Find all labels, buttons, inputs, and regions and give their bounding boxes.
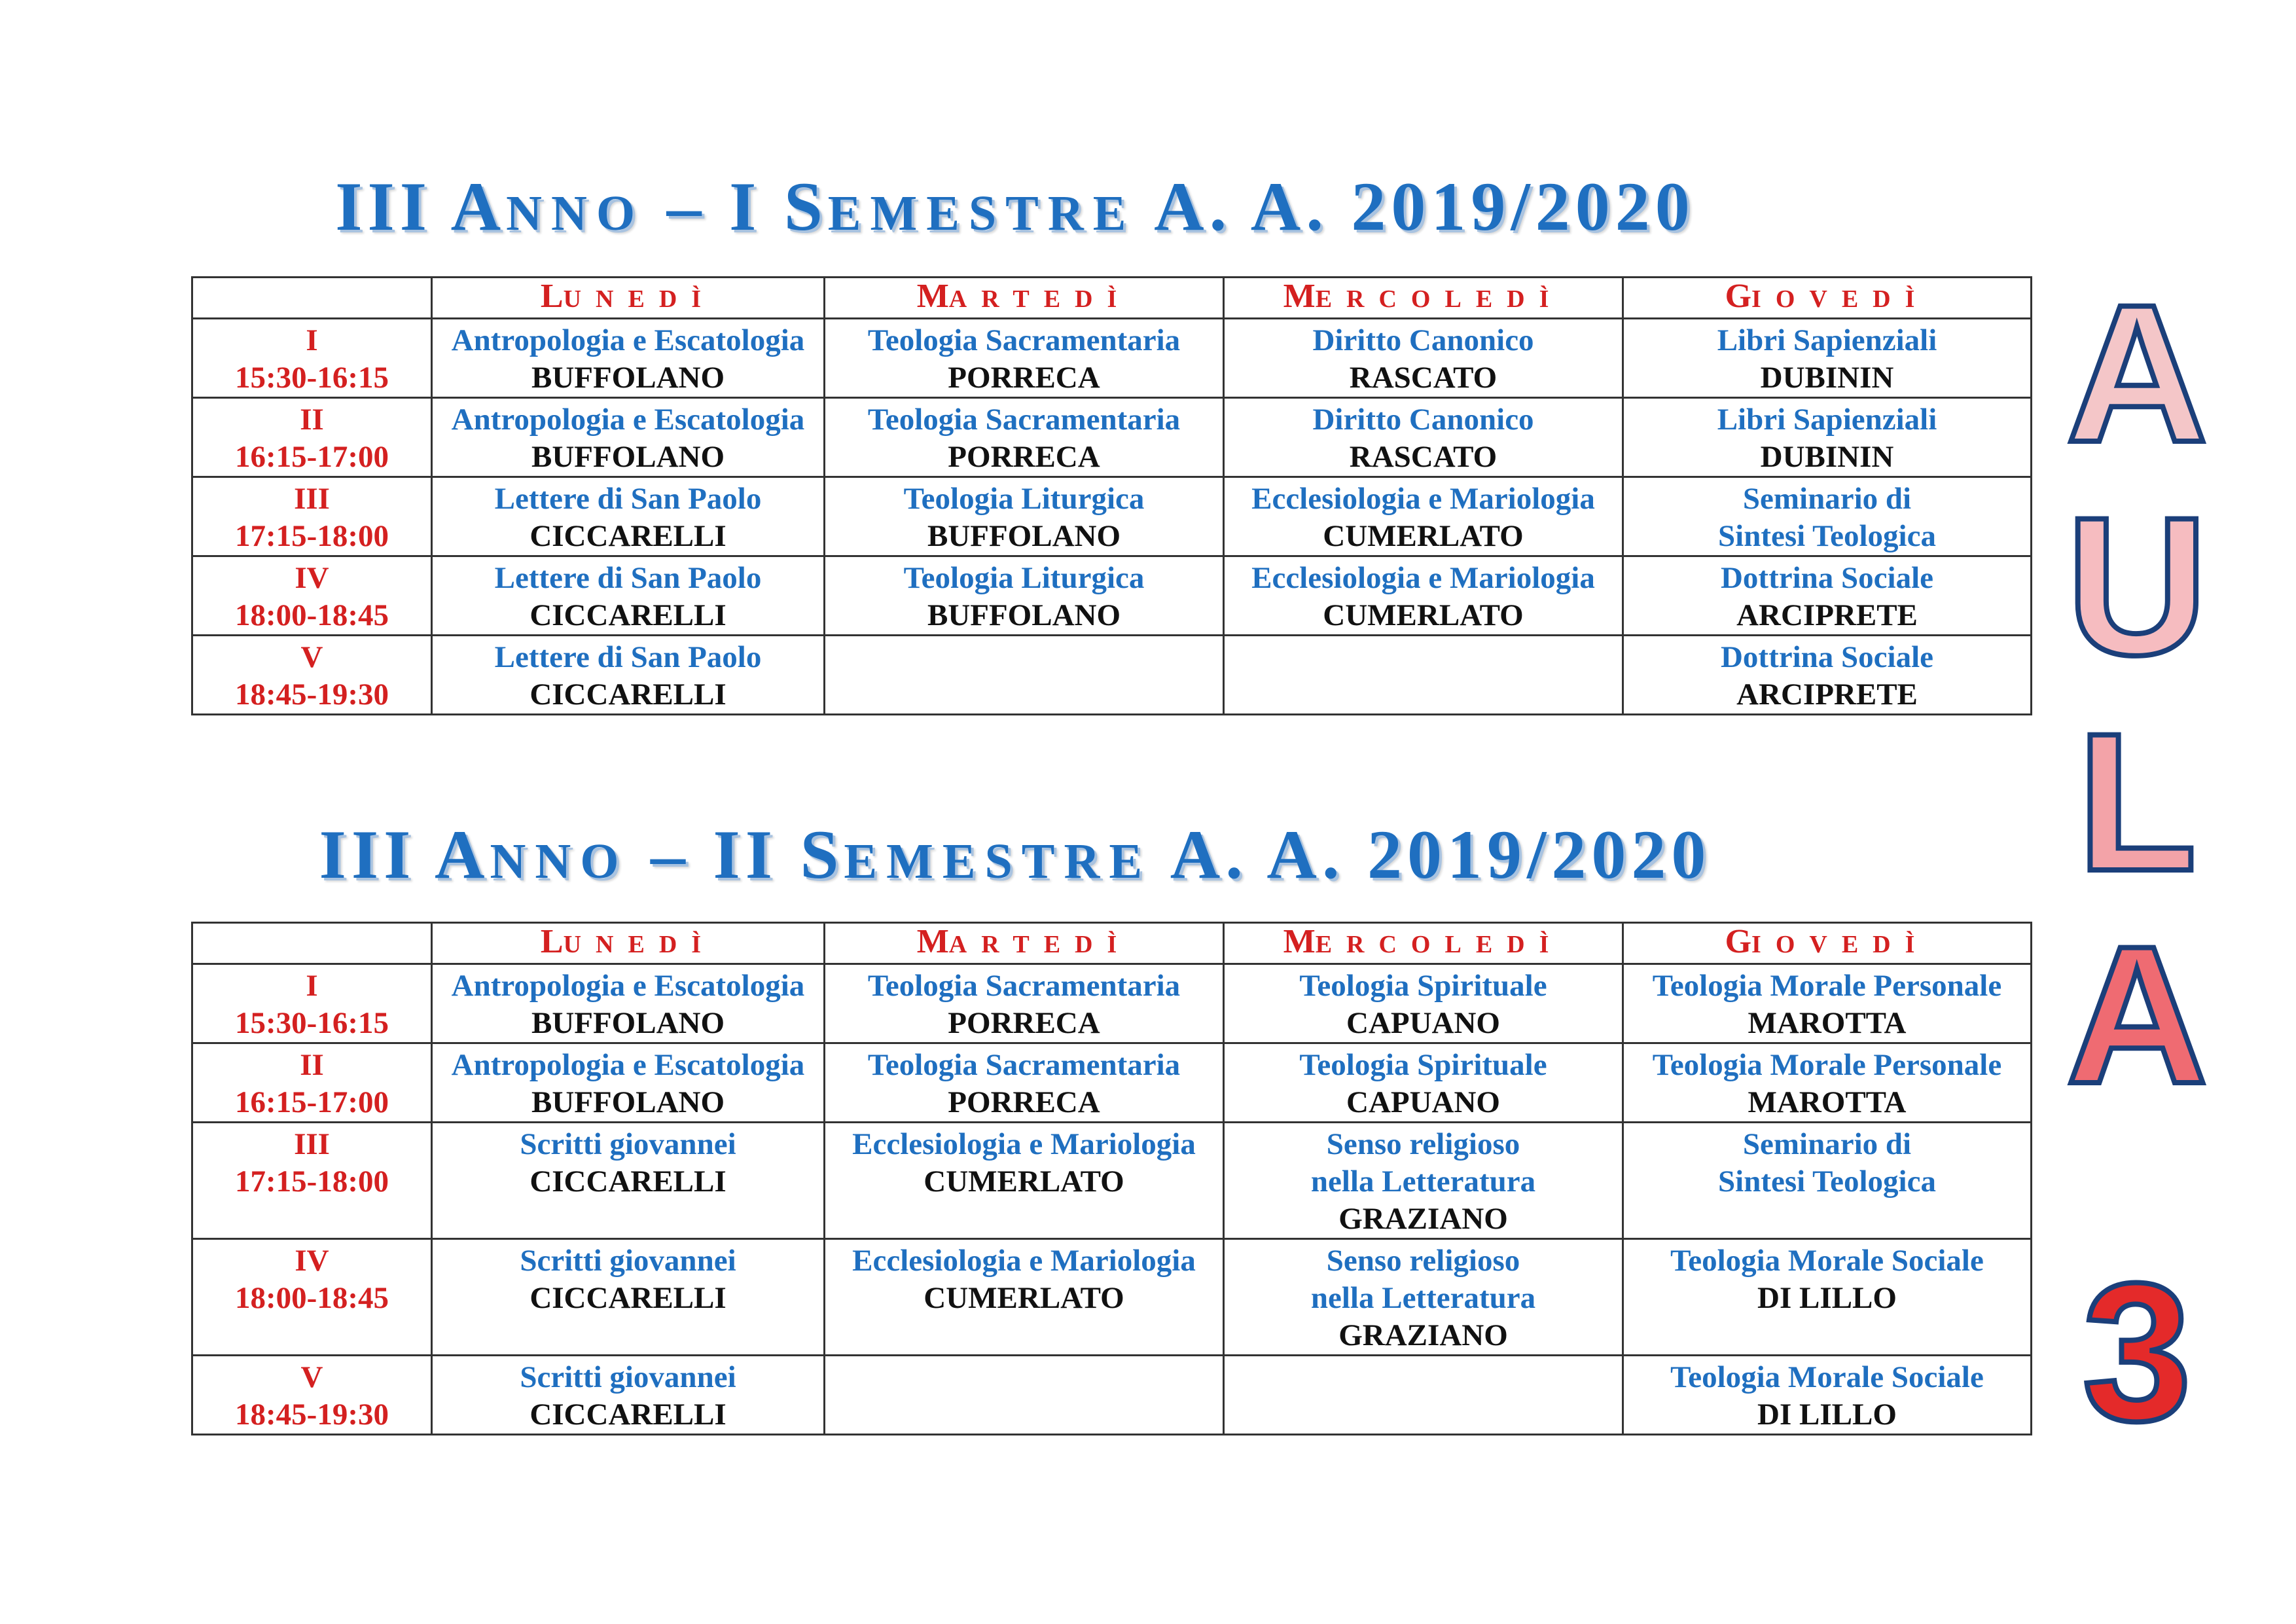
title-part: NNO — [490, 834, 628, 889]
day-rest: IOVEDÌ — [1751, 285, 1929, 313]
teacher-name: CICCARELLI — [529, 1281, 726, 1315]
subject-name: Antropologia e Escatologia — [451, 969, 805, 1003]
slot-time: 18:45-19:30 — [235, 1398, 389, 1432]
subject-name: Teologia Spirituale — [1299, 1048, 1547, 1082]
teacher-name: PORRECA — [948, 1085, 1100, 1119]
lesson-cell — [432, 1043, 825, 1123]
lesson-cell — [825, 556, 1224, 636]
day-rest: ARTEDÌ — [948, 931, 1132, 958]
lesson-cell — [825, 964, 1224, 1043]
subject-name: Scritti giovannei — [520, 1127, 736, 1161]
slot-time: 17:15-18:00 — [235, 519, 389, 553]
teacher-name: CUMERLATO — [924, 1281, 1124, 1315]
time-slot-cell — [192, 477, 432, 556]
lesson-cell — [432, 636, 825, 715]
slot-number: II — [300, 403, 324, 437]
subject-name: Seminario di — [1742, 482, 1912, 516]
slot-number: V — [300, 1360, 323, 1394]
day-header — [1623, 278, 2032, 319]
title-part: A. A. 2019/2020 — [1154, 168, 1695, 245]
subject-name: nella Letteratura — [1310, 1281, 1536, 1315]
day-initial: M — [1283, 923, 1316, 960]
teacher-name: PORRECA — [948, 1006, 1100, 1040]
slot-time: 15:30-16:15 — [235, 1006, 389, 1040]
lesson-cell — [1623, 636, 2032, 715]
slot-number: II — [300, 1048, 324, 1082]
teacher-name: DI LILLO — [1757, 1281, 1897, 1315]
title-part: EMESTRE — [844, 834, 1152, 889]
slot-time: 18:45-19:30 — [235, 677, 389, 712]
title-part: NNO — [506, 186, 645, 241]
teacher-name: MAROTTA — [1748, 1006, 1907, 1040]
lesson-cell — [825, 1123, 1224, 1239]
teacher-name: BUFFOLANO — [531, 1085, 725, 1119]
subject-name: Teologia Morale Sociale — [1670, 1360, 1984, 1394]
subject-name: Libri Sapienziali — [1717, 323, 1937, 357]
teacher-name: ARCIPRETE — [1736, 677, 1918, 712]
lesson-cell — [432, 556, 825, 636]
teacher-name: BUFFOLANO — [531, 361, 725, 395]
subject-name: nella Letteratura — [1310, 1164, 1536, 1199]
table-row — [192, 636, 2032, 715]
teacher-name: CUMERLATO — [924, 1164, 1124, 1199]
teacher-name: GRAZIANO — [1338, 1318, 1508, 1352]
subject-name: Senso religioso — [1326, 1127, 1520, 1161]
time-slot-cell — [192, 636, 432, 715]
teacher-name: PORRECA — [948, 440, 1100, 474]
subject-name: Senso religioso — [1326, 1244, 1520, 1278]
title-part: A — [450, 168, 507, 245]
lesson-cell — [825, 319, 1224, 398]
lesson-cell — [825, 477, 1224, 556]
lesson-cell — [1224, 964, 1623, 1043]
lesson-cell — [825, 398, 1224, 477]
title-part: II — [713, 816, 778, 893]
subject-name: Scritti giovannei — [520, 1360, 736, 1394]
semester-2-title — [0, 815, 2030, 895]
title-part: I — [729, 168, 762, 245]
aula-letter: U — [2066, 476, 2208, 696]
table-row — [192, 556, 2032, 636]
day-header — [432, 278, 825, 319]
day-initial: M — [1283, 278, 1316, 315]
lesson-cell — [1623, 319, 2032, 398]
slot-number: I — [306, 323, 318, 357]
lesson-cell — [432, 1239, 825, 1356]
subject-name: Sintesi Teologica — [1718, 519, 1936, 553]
lesson-cell — [432, 398, 825, 477]
title-part: – — [650, 816, 713, 893]
day-header — [825, 923, 1224, 964]
slot-number: IV — [295, 1244, 329, 1278]
lesson-cell — [1623, 964, 2032, 1043]
subject-name: Sintesi Teologica — [1718, 1164, 1936, 1199]
day-rest: UNEDÌ — [563, 931, 716, 958]
title-part: EMESTRE — [827, 186, 1136, 241]
slot-time: 16:15-17:00 — [235, 1085, 389, 1119]
subject-name: Teologia Sacramentaria — [867, 1048, 1181, 1082]
day-initial: G — [1725, 923, 1752, 960]
subject-name: Dottrina Sociale — [1720, 640, 1934, 674]
day-header — [432, 923, 825, 964]
table-row — [192, 1043, 2032, 1123]
corner-cell — [192, 278, 432, 319]
lesson-cell — [1623, 1239, 2032, 1356]
lesson-cell — [1224, 319, 1623, 398]
subject-name: Teologia Spirituale — [1299, 969, 1547, 1003]
time-slot-cell — [192, 398, 432, 477]
lesson-cell — [1224, 1239, 1623, 1356]
teacher-name: CICCARELLI — [529, 1164, 726, 1199]
semester-1-title — [0, 167, 2030, 247]
table-row — [192, 1356, 2032, 1435]
teacher-name: BUFFOLANO — [927, 519, 1121, 553]
day-initial: L — [540, 278, 564, 315]
subject-name: Antropologia e Escatologia — [451, 1048, 805, 1082]
teacher-name: RASCATO — [1349, 361, 1498, 395]
subject-name: Ecclesiologia e Mariologia — [852, 1127, 1196, 1161]
subject-name: Teologia Sacramentaria — [867, 403, 1181, 437]
corner-cell — [192, 923, 432, 964]
slot-number: III — [294, 1127, 330, 1161]
teacher-name: CICCARELLI — [529, 519, 726, 553]
day-rest: ARTEDÌ — [948, 285, 1132, 313]
lesson-cell — [825, 1356, 1224, 1435]
subject-name: Dottrina Sociale — [1720, 561, 1934, 595]
subject-name: Diritto Canonico — [1312, 403, 1534, 437]
time-slot-cell — [192, 1043, 432, 1123]
table-row — [192, 319, 2032, 398]
teacher-name: CUMERLATO — [1323, 598, 1524, 632]
lesson-cell — [1224, 398, 1623, 477]
day-initial: G — [1725, 278, 1752, 315]
subject-name: Teologia Sacramentaria — [867, 969, 1181, 1003]
aula-letter: L — [2077, 692, 2197, 912]
teacher-name: CAPUANO — [1346, 1085, 1500, 1119]
title-part: S — [783, 168, 828, 245]
lesson-cell — [432, 1356, 825, 1435]
aula-letter: A — [2066, 263, 2208, 483]
day-header — [1224, 923, 1623, 964]
slot-number: IV — [295, 561, 329, 595]
teacher-name: GRAZIANO — [1338, 1202, 1508, 1236]
teacher-name: BUFFOLANO — [531, 440, 725, 474]
slot-time: 16:15-17:00 — [235, 440, 389, 474]
lesson-cell — [1224, 1356, 1623, 1435]
teacher-name: BUFFOLANO — [927, 598, 1121, 632]
table-row — [192, 398, 2032, 477]
slot-number: III — [294, 482, 330, 516]
teacher-name: MAROTTA — [1748, 1085, 1907, 1119]
header-row — [192, 278, 2032, 319]
lesson-cell — [825, 1239, 1224, 1356]
lesson-cell — [1623, 1123, 2032, 1239]
subject-name: Antropologia e Escatologia — [451, 403, 805, 437]
lesson-cell — [1224, 1123, 1623, 1239]
day-rest: ERCOLEDÌ — [1315, 285, 1564, 313]
title-part: III — [319, 816, 416, 893]
time-slot-cell — [192, 1123, 432, 1239]
lesson-cell — [432, 964, 825, 1043]
time-slot-cell — [192, 1356, 432, 1435]
subject-name: Seminario di — [1742, 1127, 1912, 1161]
semester-2-schedule-table — [191, 922, 2032, 1435]
subject-name: Teologia Liturgica — [903, 561, 1145, 595]
header-row — [192, 923, 2032, 964]
subject-name: Libri Sapienziali — [1717, 403, 1937, 437]
day-header — [1224, 278, 1623, 319]
title-part: A — [434, 816, 490, 893]
subject-name: Teologia Morale Personale — [1652, 969, 2002, 1003]
lesson-cell — [1623, 1043, 2032, 1123]
time-slot-cell — [192, 1239, 432, 1356]
subject-name: Teologia Morale Personale — [1652, 1048, 2002, 1082]
title-part: S — [800, 816, 844, 893]
time-slot-cell — [192, 556, 432, 636]
day-header — [1623, 923, 2032, 964]
subject-name: Lettere di San Paolo — [494, 482, 762, 516]
slot-time: 18:00-18:45 — [235, 598, 389, 632]
time-slot-cell — [192, 964, 432, 1043]
lesson-cell — [1224, 1043, 1623, 1123]
lesson-cell — [825, 636, 1224, 715]
lesson-cell — [1623, 1356, 2032, 1435]
subject-name: Ecclesiologia e Mariologia — [1251, 482, 1595, 516]
teacher-name: CICCARELLI — [529, 1398, 726, 1432]
subject-name: Scritti giovannei — [520, 1244, 736, 1278]
lesson-cell — [1224, 636, 1623, 715]
title-part: III — [335, 168, 432, 245]
lesson-cell — [1623, 556, 2032, 636]
subject-name: Teologia Liturgica — [903, 482, 1145, 516]
lesson-cell — [1224, 477, 1623, 556]
slot-number: V — [300, 640, 323, 674]
subject-name: Ecclesiologia e Mariologia — [1251, 561, 1595, 595]
teacher-name: CICCARELLI — [529, 677, 726, 712]
day-rest: IOVEDÌ — [1751, 931, 1929, 958]
subject-name: Diritto Canonico — [1312, 323, 1534, 357]
lesson-cell — [432, 1123, 825, 1239]
lesson-cell — [1623, 477, 2032, 556]
subject-name: Lettere di San Paolo — [494, 561, 762, 595]
teacher-name: BUFFOLANO — [531, 1006, 725, 1040]
table-row — [192, 477, 2032, 556]
day-initial: M — [916, 278, 949, 315]
lesson-cell — [432, 477, 825, 556]
slot-time: 15:30-16:15 — [235, 361, 389, 395]
slot-time: 17:15-18:00 — [235, 1164, 389, 1199]
subject-name: Teologia Morale Sociale — [1670, 1244, 1984, 1278]
aula-letter: A — [2066, 905, 2208, 1125]
day-header — [825, 278, 1224, 319]
subject-name: Teologia Sacramentaria — [867, 323, 1181, 357]
teacher-name: CICCARELLI — [529, 598, 726, 632]
day-initial: M — [916, 923, 949, 960]
teacher-name: PORRECA — [948, 361, 1100, 395]
lesson-cell — [1623, 398, 2032, 477]
day-rest: UNEDÌ — [563, 285, 716, 313]
day-initial: L — [540, 923, 564, 960]
table-row — [192, 1123, 2032, 1239]
slot-number: I — [306, 969, 318, 1003]
teacher-name: RASCATO — [1349, 440, 1498, 474]
day-rest: ERCOLEDÌ — [1315, 931, 1564, 958]
subject-name: Lettere di San Paolo — [494, 640, 762, 674]
teacher-name: DUBININ — [1760, 361, 1894, 395]
aula-number: 3 — [2082, 1242, 2192, 1462]
title-part: – — [666, 168, 730, 245]
lesson-cell — [1224, 556, 1623, 636]
teacher-name: CAPUANO — [1346, 1006, 1500, 1040]
teacher-name: DUBININ — [1760, 440, 1894, 474]
lesson-cell — [825, 1043, 1224, 1123]
subject-name: Ecclesiologia e Mariologia — [852, 1244, 1196, 1278]
table-row — [192, 1239, 2032, 1356]
table-row — [192, 964, 2032, 1043]
teacher-name: DI LILLO — [1757, 1398, 1897, 1432]
teacher-name: CUMERLATO — [1323, 519, 1524, 553]
time-slot-cell — [192, 319, 432, 398]
slot-time: 18:00-18:45 — [235, 1281, 389, 1315]
subject-name: Antropologia e Escatologia — [451, 323, 805, 357]
teacher-name: ARCIPRETE — [1736, 598, 1918, 632]
title-part: A. A. 2019/2020 — [1170, 816, 1712, 893]
lesson-cell — [432, 319, 825, 398]
semester-1-schedule-table — [191, 276, 2032, 715]
